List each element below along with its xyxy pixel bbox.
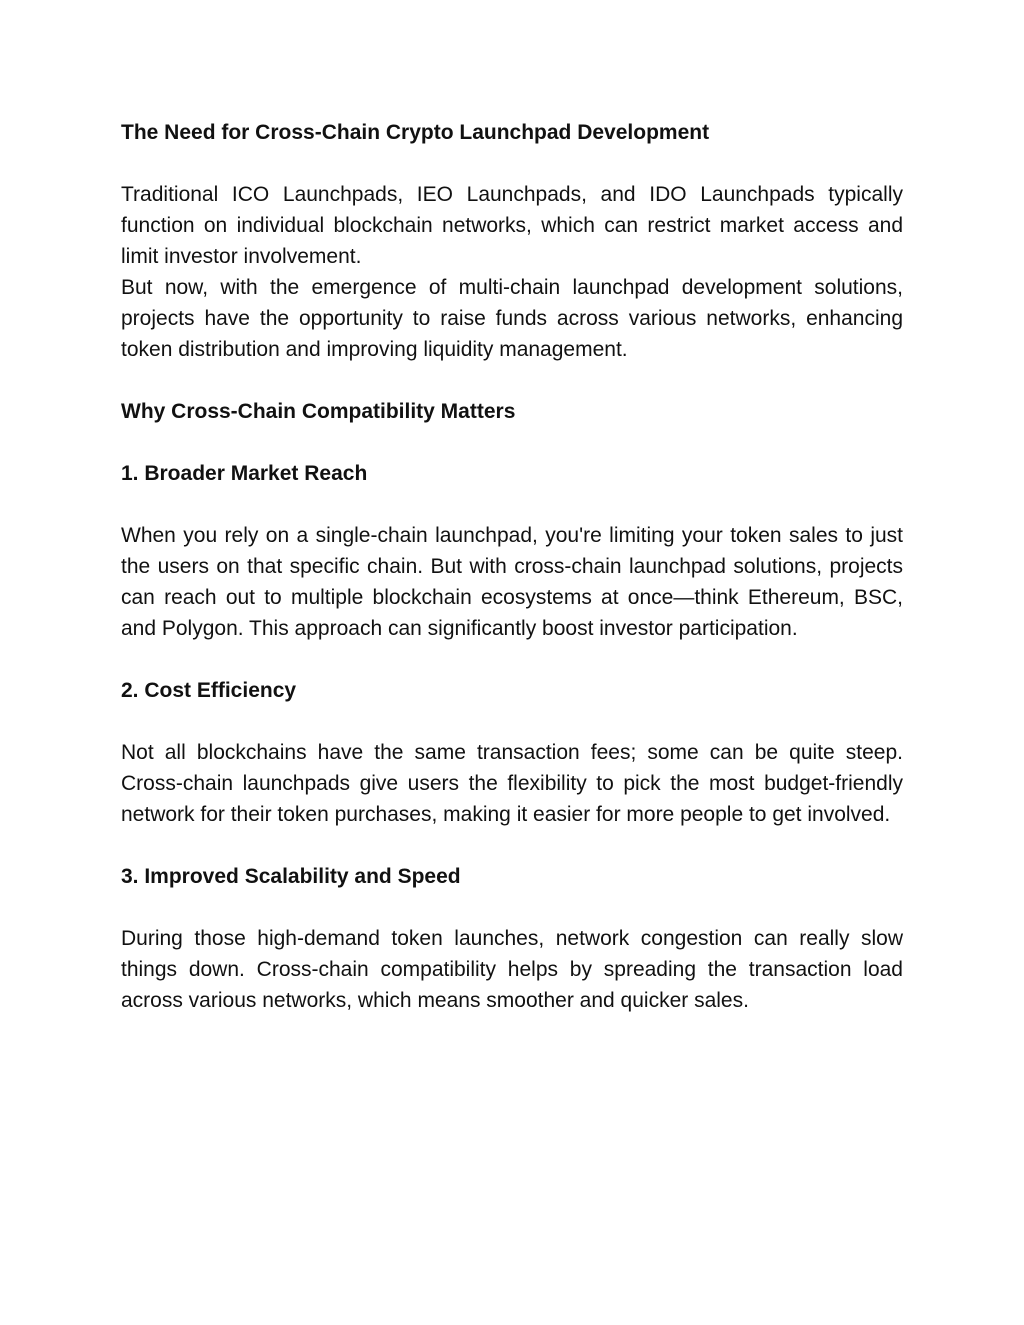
point-heading: 3. Improved Scalability and Speed: [121, 865, 461, 888]
section-heading: Why Cross-Chain Compatibility Matters: [121, 400, 516, 423]
intro-paragraph: Traditional ICO Launchpads, IEO Launchpads, and IDO Launchpads typically function on individual blockchain networks, which can restrict market access and limit investor involvement.: [121, 183, 903, 268]
document-title: The Need for Cross-Chain Crypto Launchpad Development: [121, 121, 710, 144]
point-body: When you rely on a single-chain launchpad, you're limiting your token sales to just the users on that specific chain. But with cross-chain launchpad solutions, projects can reach out to multiple blockchain ecosystems at once—think Ethereum, BSC, and Polygon. This approach can significantly boost investor participation.: [121, 524, 903, 640]
spacer: [121, 892, 903, 923]
point-heading: 2. Cost Efficiency: [121, 679, 297, 702]
spacer: [121, 365, 903, 396]
intro-paragraph: But now, with the emergence of multi-chain launchpad development solutions, projects have the opportunity to raise funds across various networks, enhancing token distribution and improving liquidity management.: [121, 276, 903, 361]
point-heading: 1. Broader Market Reach: [121, 462, 368, 485]
point-body: During those high-demand token launches, network congestion can really slow things down. Cross-chain compatibility helps by spreading the transaction load across various networks, which means smoother and quicker sales.: [121, 927, 903, 1012]
spacer: [121, 706, 903, 737]
spacer: [121, 427, 903, 458]
spacer: [121, 489, 903, 520]
spacer: [121, 644, 903, 675]
spacer: [121, 830, 903, 861]
document-body: [121, 117, 903, 1016]
point-body: Not all blockchains have the same transaction fees; some can be quite steep. Cross-chain launchpads give users the flexibility to pick the most budget-friendly network for their token purchases, making it easier for more people to get involved.: [121, 741, 903, 826]
spacer: [121, 148, 903, 179]
